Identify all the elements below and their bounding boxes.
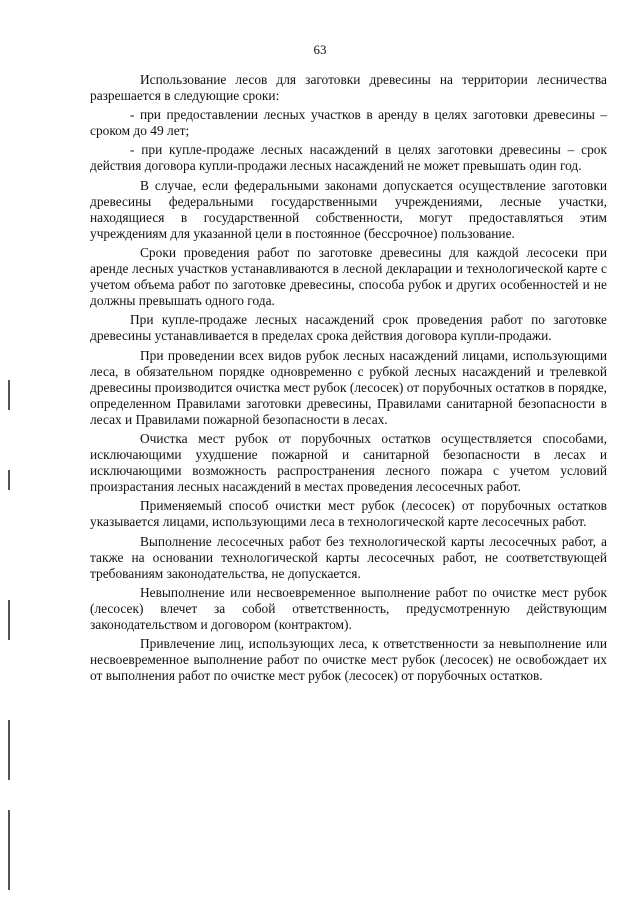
paragraph-federal-institutions: В случае, если федеральными законами допускается осуществление заготовки древесины федеральными государственными учреждениями, лесные участки, находящиеся в государственной собственности, могут предоставляться этим учреждениям для указанной цели в постоянное (бессрочное) пользование. [90, 177, 607, 241]
binding-mark [8, 470, 10, 490]
paragraph-liability-no-release: Привлечение лиц, использующих леса, к ответственности за невыполнение или несвоевременное выполнение работ по очистке мест рубок (лесосек) не освобождает их от выполнения работ по очистке мест рубок (лесосек) от порубочных остатков. [90, 636, 607, 684]
paragraph-cleaning-method-specified: Применяемый способ очистки мест рубок (лесосек) от порубочных остатков указывается лицами, использующими леса в технологической карте лесосечных работ. [90, 498, 607, 530]
document-body [90, 72, 607, 687]
paragraph-intro: Использование лесов для заготовки древесины на территории лесничества разрешается в следующие сроки: [90, 72, 607, 104]
binding-mark [8, 600, 10, 640]
paragraph-liability: Невыполнение или несвоевременное выполнение работ по очистке мест рубок (лесосек) влечет за собой ответственность, предусмотренную действующим законодательством и договором (контрактом). [90, 584, 607, 632]
paragraph-cleaning-requirement: При проведении всех видов рубок лесных насаждений лицами, использующими леса, в обязательном порядке одновременно с рубкой лесных насаждений и трелевкой древесины производится очистка мест рубок (лесосек) от порубочных остатков в порядке, определенном Правилами заготовки древесины, Правилами санитарной безопасности в лесах и Правилами пожарной безопасности в лесах. [90, 347, 607, 427]
binding-mark [8, 380, 10, 410]
paragraph-lease-term: - при предоставлении лесных участков в аренду в целях заготовки древесины – сроком до 49 лет; [90, 107, 607, 139]
scan-binding-marks [8, 360, 12, 900]
paragraph-purchase-term: - при купле-продаже лесных насаждений в целях заготовки древесины – срок действия договора купли-продажи лесных насаждений не может превышать один год. [90, 142, 607, 174]
paragraph-purchase-deadlines: При купле-продаже лесных насаждений срок проведения работ по заготовке древесины устанавливается в пределах срока действия договора купли-продажи. [90, 312, 607, 344]
paragraph-work-deadlines: Сроки проведения работ по заготовке древесины для каждой лесосеки при аренде лесных участков устанавливаются в лесной декларации и технологической карте с учетом объема работ по заготовке древесины, способа рубок и других особенностей и не должны превышать одного года. [90, 244, 607, 309]
paragraph-no-tech-map: Выполнение лесосечных работ без технологической карты лесосечных работ, а также на основании технологической карты лесосечных работ, не соответствующей требованиям законодательства, не допускается. [90, 533, 607, 581]
binding-mark [8, 720, 10, 780]
binding-mark [8, 810, 10, 890]
page-number: 63 [313, 42, 327, 57]
paragraph-cleaning-methods: Очистка мест рубок от порубочных остатков осуществляется способами, исключающими ухудшение пожарной и санитарной безопасности в лесах и исключающими возможность распространения лесного пожара с учетом условий произрастания лесных насаждений в местах проведения лесосечных работ. [90, 430, 607, 495]
